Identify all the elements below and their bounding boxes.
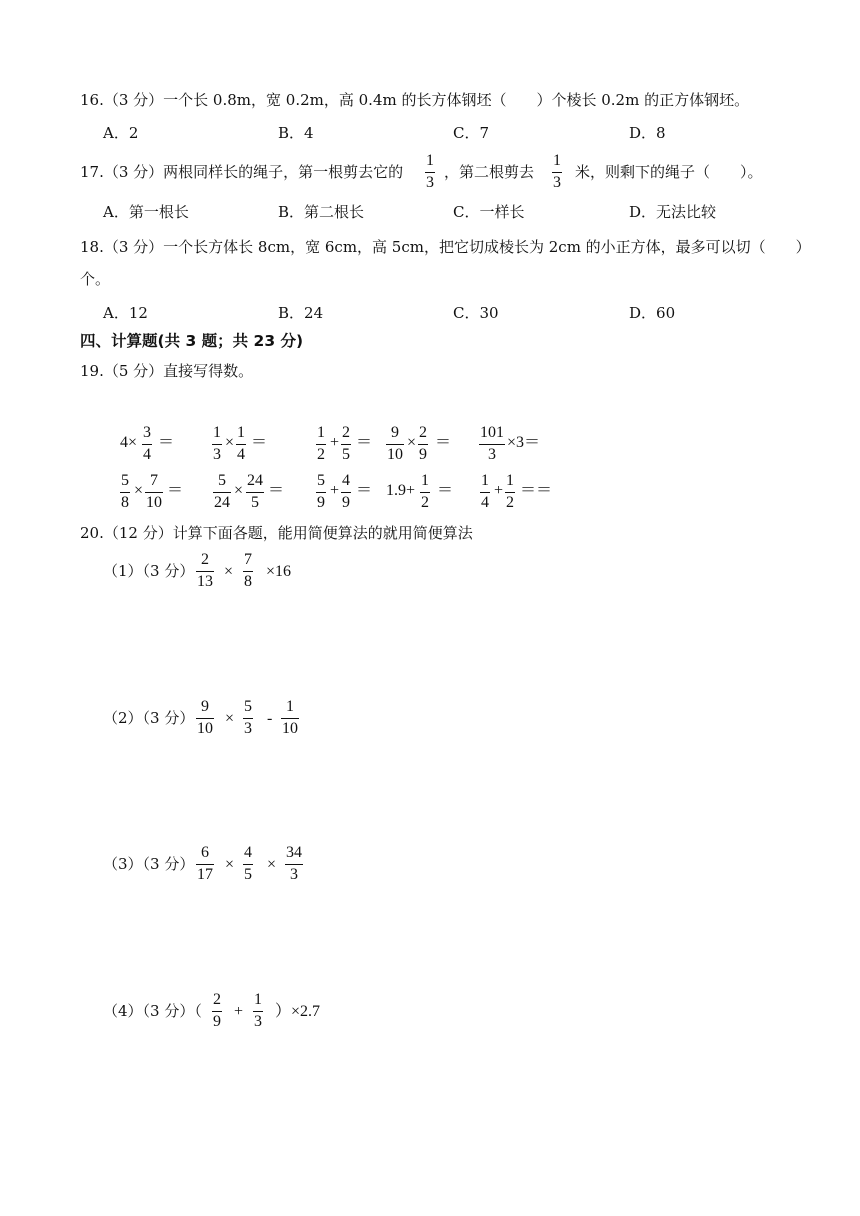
denominator: 8 — [244, 573, 252, 590]
numerator: 2 — [213, 991, 221, 1008]
numerator: 34 — [286, 844, 302, 861]
numerator: 1 — [237, 424, 245, 441]
denominator: 3 — [213, 446, 221, 463]
q19-e4-fraction-1 — [386, 425, 404, 463]
denominator: 10 — [282, 720, 298, 737]
denominator: 3 — [426, 174, 434, 191]
q19-e2-fraction-1 — [212, 425, 222, 463]
numerator: 3 — [143, 424, 151, 441]
q19-e6-fraction-1 — [120, 473, 130, 511]
q20-p1-tail: ×16 — [266, 563, 292, 580]
numerator: 2 — [419, 424, 427, 441]
q20-p1-fraction-2 — [243, 552, 253, 590]
q18-stem-line1: 18.（3 分）一个长方体长 8cm，宽 6cm，高 5cm，把它切成棱长为 2cm 的小正方体，最多可以切（ ） — [80, 238, 811, 256]
denominator: 10 — [146, 494, 162, 511]
numerator: 101 — [480, 424, 504, 441]
q19-e1-equals: ＝ — [158, 434, 175, 451]
q19-e6-fraction-2 — [145, 473, 163, 511]
numerator: 1 — [426, 152, 434, 169]
q20-p1-label: （1）（3 分） — [103, 562, 195, 580]
denominator: 4 — [143, 446, 151, 463]
denominator: 10 — [387, 446, 403, 463]
q19-e1-fraction — [142, 425, 152, 463]
q16-option-d[interactable]: D．8 — [629, 124, 666, 142]
q20-p2-fraction-2 — [243, 699, 253, 737]
denominator: 3 — [290, 866, 298, 883]
numerator: 2 — [342, 424, 350, 441]
q20-p3-operator-2: × — [267, 856, 277, 873]
numerator: 7 — [150, 472, 158, 489]
numerator: 4 — [342, 472, 350, 489]
q17-option-c[interactable]: C．一样长 — [453, 203, 525, 221]
denominator: 4 — [237, 446, 245, 463]
numerator: 1 — [506, 472, 514, 489]
numerator: 9 — [391, 424, 399, 441]
q19-e2-operator: × — [225, 434, 235, 451]
q17-stem-part3: 米，则剩下的绳子（ ）。 — [575, 163, 763, 181]
section-title: 四、计算题(共 3 题；共 23 分) — [80, 332, 304, 350]
q18-option-d[interactable]: D．60 — [629, 304, 676, 322]
denominator: 3 — [254, 1013, 262, 1030]
q20-p4-label: （4）（3 分）（ — [103, 1002, 202, 1020]
q20-p2-operator-1: × — [225, 710, 235, 727]
denominator: 9 — [213, 1013, 221, 1030]
q19-e10-equals: ＝＝ — [520, 482, 553, 499]
denominator: 9 — [317, 494, 325, 511]
numerator: 9 — [201, 698, 209, 715]
q20-p3-fraction-3 — [285, 845, 303, 883]
denominator: 3 — [488, 446, 496, 463]
numerator: 1 — [317, 424, 325, 441]
q17-fraction-1 — [425, 153, 435, 191]
denominator: 3 — [553, 174, 561, 191]
q17-option-d[interactable]: D．无法比较 — [629, 203, 717, 221]
denominator: 8 — [121, 494, 129, 511]
q18-option-a[interactable]: A．12 — [103, 304, 148, 322]
q17-fraction-2 — [552, 153, 562, 191]
q20-p2-operator-2: - — [267, 710, 273, 727]
numerator: 7 — [244, 551, 252, 568]
q20-p3-label: （3）（3 分） — [103, 855, 195, 873]
numerator: 1 — [286, 698, 294, 715]
denominator: 4 — [481, 494, 489, 511]
numerator: 1 — [213, 424, 221, 441]
q19-e5-fraction — [479, 425, 505, 463]
q19-e10-fraction-1 — [480, 473, 490, 511]
denominator: 5 — [342, 446, 350, 463]
q19-e1-lead: 4× — [120, 434, 138, 451]
denominator: 2 — [421, 494, 429, 511]
denominator: 2 — [506, 494, 514, 511]
q19-e4-equals: ＝ — [435, 434, 452, 451]
numerator: 4 — [244, 844, 252, 861]
numerator: 2 — [201, 551, 209, 568]
q17-stem-part1: 17.（3 分）两根同样长的绳子，第一根剪去它的 — [80, 163, 404, 181]
q19-e7-fraction-1 — [213, 473, 231, 511]
q20-p3-fraction-2 — [243, 845, 253, 883]
q19-e3-fraction-1 — [316, 425, 326, 463]
q17-option-b[interactable]: B．第二根长 — [278, 203, 365, 221]
q18-stem-line2: 个。 — [80, 270, 111, 288]
q19-e2-equals: ＝ — [251, 434, 268, 451]
numerator: 5 — [244, 698, 252, 715]
q19-e8-operator: + — [330, 482, 340, 499]
q19-e10-fraction-2 — [505, 473, 515, 511]
denominator: 17 — [197, 866, 213, 883]
q20-p4-fraction-2 — [253, 992, 263, 1030]
q19-e5-tail: ×3＝ — [507, 434, 541, 451]
denominator: 3 — [244, 720, 252, 737]
numerator: 1 — [254, 991, 262, 1008]
q19-e9-fraction — [420, 473, 430, 511]
q20-p3-fraction-1 — [196, 845, 214, 883]
q19-e7-operator: × — [234, 482, 244, 499]
denominator: 13 — [197, 573, 213, 590]
q17-option-a[interactable]: A．第一根长 — [103, 203, 189, 221]
q19-e9-equals: ＝ — [437, 482, 454, 499]
q19-e7-fraction-2 — [246, 473, 264, 511]
denominator: 9 — [419, 446, 427, 463]
numerator: 5 — [317, 472, 325, 489]
q19-e6-equals: ＝ — [167, 482, 184, 499]
q19-e2-fraction-2 — [236, 425, 246, 463]
numerator: 5 — [218, 472, 226, 489]
q20-p1-fraction-1 — [196, 552, 214, 590]
q17-stem-part2: ，第二根剪去 — [444, 163, 535, 181]
denominator: 5 — [244, 866, 252, 883]
q20-p4-fraction-1 — [212, 992, 222, 1030]
numerator: 1 — [481, 472, 489, 489]
q20-p4-tail: ）×2.7 — [275, 1003, 321, 1020]
q20-p2-fraction-3 — [281, 699, 299, 737]
q19-e9-lead: 1.9+ — [386, 482, 416, 499]
q20-p1-operator-1: × — [224, 563, 234, 580]
numerator: 1 — [421, 472, 429, 489]
q19-e7-equals: ＝ — [268, 482, 285, 499]
q19-e3-fraction-2 — [341, 425, 351, 463]
q19-e8-fraction-2 — [341, 473, 351, 511]
q19-e3-operator: + — [330, 434, 340, 451]
q19-e6-operator: × — [134, 482, 144, 499]
numerator: 1 — [553, 152, 561, 169]
q20-p2-fraction-1 — [196, 699, 214, 737]
denominator: 9 — [342, 494, 350, 511]
q19-e4-operator: × — [407, 434, 417, 451]
q18-option-c[interactable]: C．30 — [453, 304, 499, 322]
denominator: 24 — [214, 494, 230, 511]
denominator: 5 — [251, 494, 259, 511]
numerator: 24 — [247, 472, 263, 489]
q19-e10-operator: + — [494, 482, 504, 499]
q16-option-a[interactable]: A．2 — [103, 124, 139, 142]
q20-p3-operator-1: × — [225, 856, 235, 873]
denominator: 10 — [197, 720, 213, 737]
q16-option-b[interactable]: B．4 — [278, 124, 314, 142]
q19-e4-fraction-2 — [418, 425, 428, 463]
numerator: 6 — [201, 844, 209, 861]
denominator: 2 — [317, 446, 325, 463]
q16-stem: 16.（3 分）一个长 0.8m，宽 0.2m，高 0.4m 的长方体钢坯（ ）个棱长 0.2m 的正方体钢坯。 — [80, 91, 750, 109]
numerator: 5 — [121, 472, 129, 489]
q18-option-b[interactable]: B．24 — [278, 304, 324, 322]
q19-e8-equals: ＝ — [356, 482, 373, 499]
q16-option-c[interactable]: C．7 — [453, 124, 490, 142]
q19-e3-equals: ＝ — [356, 434, 373, 451]
q19-stem: 19.（5 分）直接写得数。 — [80, 362, 254, 380]
q20-p4-operator-1: + — [234, 1003, 244, 1020]
q19-e8-fraction-1 — [316, 473, 326, 511]
q20-stem: 20.（12 分）计算下面各题，能用简便算法的就用简便算法 — [80, 524, 473, 542]
q20-p2-label: （2）（3 分） — [103, 709, 195, 727]
